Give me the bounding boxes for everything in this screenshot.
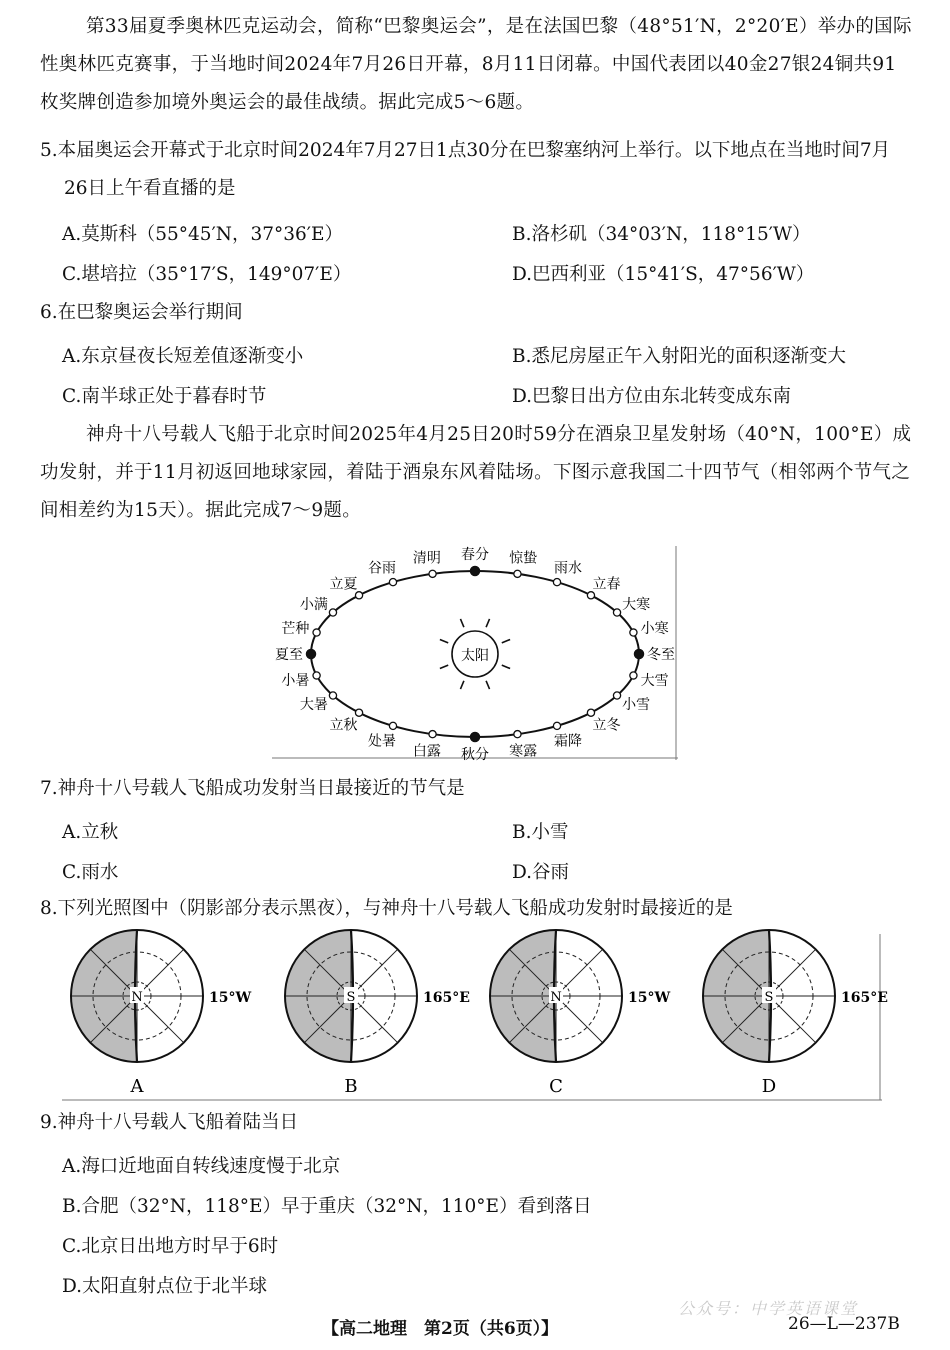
solar-term-label: 霜降: [554, 733, 582, 750]
q9-option-c[interactable]: C.北京日出地方时早于6时: [62, 1236, 279, 1257]
solar-term-point: [514, 570, 521, 577]
solar-term-label: 白露: [412, 743, 441, 760]
solar-term-point: [587, 709, 594, 716]
solar-term-label: 小寒: [640, 621, 669, 638]
solar-term-point: [429, 570, 436, 577]
q5-option-a[interactable]: A.莫斯科（55°45′N，37°36′E）: [62, 224, 343, 245]
solar-term-label: 清明: [412, 550, 441, 567]
solar-term-label: 夏至: [275, 647, 303, 663]
pole-label: S: [764, 990, 774, 1005]
solar-term-label: 大寒: [622, 597, 651, 613]
meridian-label: 15°W: [628, 990, 671, 1006]
diagram-letter: C: [549, 1076, 563, 1097]
question-9-stem: 9.神舟十八号载人飞船着陆当日: [40, 1112, 299, 1133]
diagram-letter: A: [130, 1076, 144, 1097]
solar-term-label: 大雪: [640, 672, 669, 689]
solar-term-label: 寒露: [509, 743, 538, 760]
solar-term-point: [329, 692, 336, 699]
watermark: 公众号：中学英语课堂: [677, 1299, 858, 1318]
solar-term-point: [306, 649, 315, 658]
illumination-diagram-c[interactable]: [490, 930, 670, 1097]
solar-term-point: [329, 609, 336, 616]
question-8: [40, 890, 912, 928]
q7-option-d[interactable]: D.谷雨: [512, 862, 570, 883]
sun-label: 太阳: [461, 648, 489, 664]
solar-term-point: [553, 579, 560, 586]
q7-option-c[interactable]: C.雨水: [62, 862, 119, 883]
illumination-diagram-d[interactable]: [703, 930, 888, 1097]
solar-term-point: [470, 566, 479, 575]
solar-term-label: 秋分: [461, 747, 489, 763]
q6-option-c[interactable]: C.南半球正处于暮春时节: [62, 386, 267, 407]
pole-label: N: [131, 990, 143, 1005]
solar-term-label: 小雪: [622, 697, 651, 713]
q7-option-b[interactable]: B.小雪: [512, 822, 569, 843]
q6-option-a[interactable]: A.东京昼夜长短差值逐渐变小: [62, 346, 304, 367]
solar-term-point: [389, 722, 396, 729]
solar-terms-orbit-diagram: [272, 546, 678, 763]
illumination-diagram-b[interactable]: [285, 930, 470, 1097]
solar-term-point: [313, 672, 320, 679]
meridian-label: 165°E: [423, 990, 470, 1006]
solar-term-point: [313, 629, 320, 636]
q9-option-d[interactable]: D.太阳直射点位于北半球: [62, 1276, 268, 1297]
solar-term-label: 雨水: [554, 560, 582, 577]
q6-option-d[interactable]: D.巴黎日出方位由东北转变成东南: [512, 386, 792, 407]
solar-term-point: [630, 629, 637, 636]
q9-option-a[interactable]: A.海口近地面自转线速度慢于北京: [62, 1156, 341, 1177]
q9-option-b[interactable]: B.合肥（32°N，118°E）早于重庆（32°N，110°E）看到落日: [62, 1196, 592, 1217]
q7-option-a[interactable]: A.立秋: [62, 822, 119, 843]
solar-term-label: 立冬: [592, 717, 621, 734]
solar-term-point: [630, 672, 637, 679]
question-9: [40, 1104, 912, 1142]
question-8-stem: 8.下列光照图中（阴影部分表示黑夜），与神舟十八号载人飞船成功发射时最接近的是: [40, 898, 733, 919]
illumination-diagram-a[interactable]: [71, 930, 251, 1097]
solar-term-label: 大暑: [299, 697, 328, 713]
meridian-label: 165°E: [841, 990, 888, 1006]
page-footer: 【高二地理 第2页（共6页）】: [322, 1319, 559, 1339]
solar-term-label: 小暑: [281, 672, 310, 689]
question-7: [40, 770, 912, 808]
question-7-stem: 7.神舟十八号载人飞船成功发射当日最接近的节气是: [40, 778, 465, 799]
passage-shenzhou: 神舟十八号载人飞船于北京时间2025年4月25日20时59分在酒泉卫星发射场（40°N，100°E）成功发射，并于11月初返回地球家园，着陆于酒泉东风着陆场。下图示意我国二十四节气（相邻两个节气之间相差约为15天）。据此完成7～9题。: [40, 424, 912, 521]
solar-term-label: 惊蛰: [509, 550, 538, 567]
solar-term-label: 立夏: [329, 576, 358, 593]
solar-term-point: [429, 731, 436, 738]
solar-term-label: 处暑: [368, 733, 396, 750]
solar-term-label: 小满: [299, 597, 328, 613]
solar-term-point: [514, 731, 521, 738]
solar-term-point: [553, 722, 560, 729]
solar-term-label: 立秋: [329, 717, 358, 734]
solar-term-label: 立春: [592, 576, 621, 593]
solar-term-point: [634, 649, 643, 658]
illumination-diagrams: [62, 934, 888, 1106]
question-5: [40, 132, 912, 208]
diagram-letter: D: [761, 1076, 777, 1097]
question-6-stem: 6.在巴黎奥运会举行期间: [40, 302, 243, 323]
solar-term-point: [613, 609, 620, 616]
q6-option-b[interactable]: B.悉尼房屋正午入射阳光的面积逐渐变大: [512, 346, 846, 367]
q5-option-c[interactable]: C.堪培拉（35°17′S，149°07′E）: [62, 264, 352, 285]
solar-term-label: 芒种: [281, 621, 310, 638]
solar-term-label: 谷雨: [368, 560, 396, 577]
pole-label: S: [346, 990, 356, 1005]
diagram-letter: B: [344, 1076, 358, 1097]
meridian-label: 15°W: [209, 990, 252, 1006]
solar-term-point: [470, 732, 479, 741]
question-5-stem: 5.本届奥运会开幕式于北京时间2024年7月27日1点30分在巴黎塞纳河上举行。以下地点在当地时间7月26日上午看直播的是: [40, 140, 891, 199]
q5-option-d[interactable]: D.巴西利亚（15°41′S，47°56′W）: [512, 264, 815, 285]
solar-term-label: 春分: [461, 547, 489, 563]
solar-term-point: [355, 709, 362, 716]
solar-term-point: [355, 592, 362, 599]
solar-term-point: [613, 692, 620, 699]
q5-option-b[interactable]: B.洛杉矶（34°03′N，118°15′W）: [512, 224, 811, 245]
solar-term-point: [389, 579, 396, 586]
paper-code: 26—L—237B: [788, 1314, 900, 1334]
pole-label: N: [550, 990, 562, 1005]
question-6: [40, 294, 912, 332]
solar-term-label: 冬至: [647, 647, 675, 663]
passage-olympics: 第33届夏季奥林匹克运动会，简称“巴黎奥运会”，是在法国巴黎（48°51′N，2°20′E）举办的国际性奥林匹克赛事，于当地时间2024年7月26日开幕，8月11日闭幕。中国代表团以40金27银24铜共91枚奖牌创造参加境外奥运会的最佳战绩。据此完成5～6题。: [40, 16, 912, 113]
solar-term-point: [587, 592, 594, 599]
